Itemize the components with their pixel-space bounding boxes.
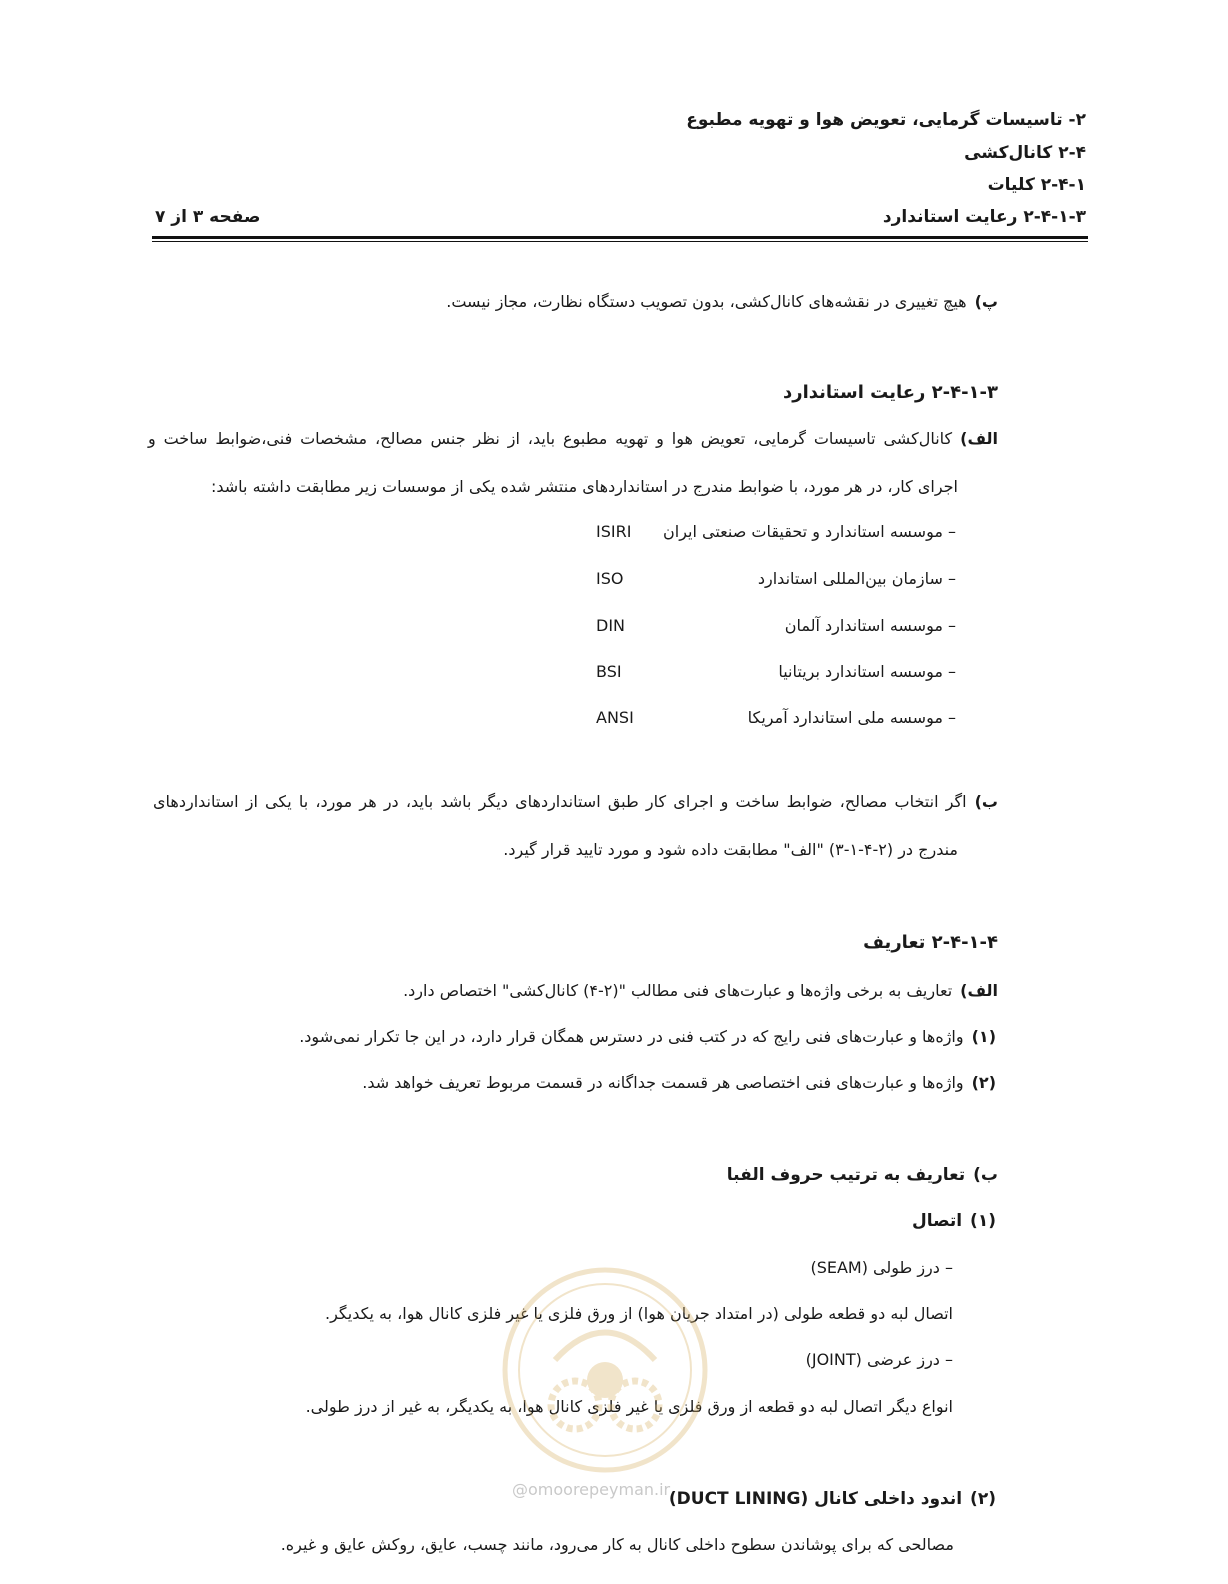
definition-item-1 bbox=[299, 1027, 996, 1046]
org-name: – سازمان بین‌المللی استاندارد bbox=[757, 569, 956, 588]
item-marker: (۱) bbox=[970, 1211, 996, 1231]
seam-label: – درز طولی (SEAM) bbox=[810, 1258, 953, 1277]
watermark-text: @omoorepeyman.ir bbox=[512, 1480, 671, 1499]
paragraph-title: تعاریف به ترتیب حروف الفبا bbox=[726, 1165, 966, 1185]
item-title: اتصال bbox=[911, 1211, 963, 1231]
paragraph-be-continued: مندرج در (۲-۴-۱-۳) "الف" مطابقت داده شود و مورد تایید قرار گیرد. bbox=[503, 840, 958, 859]
joint-label: – درز عرضی (JOINT) bbox=[805, 1350, 953, 1369]
paragraph-be-standards bbox=[153, 792, 998, 811]
item-marker: (۲) bbox=[970, 1489, 996, 1509]
item-text: واژه‌ها و عبارت‌های فنی رایج که در کتب فنی در دسترس همگان قرار دارد، در این جا تکرار نمی‌شود. bbox=[299, 1027, 964, 1046]
joint-definition: انواع دیگر اتصال لبه دو قطعه از ورق فلزی یا غیر فلزی کانال هوا، به یکدیگر، به غیر از درز طولی. bbox=[305, 1397, 953, 1416]
paragraph-be-definitions bbox=[727, 1165, 998, 1185]
page-number: صفحه ۳ از ۷ bbox=[155, 207, 261, 227]
org-abbr: BSI bbox=[596, 662, 622, 681]
header-rule-thick bbox=[152, 236, 1088, 239]
definition-duct-lining bbox=[669, 1489, 996, 1509]
paragraph-marker: پ) bbox=[974, 292, 998, 311]
org-name: – موسسه استاندارد آلمان bbox=[784, 616, 956, 635]
item-marker: (۲) bbox=[971, 1073, 996, 1092]
header-chapter: ۲- تاسیسات گرمایی، تعویض هوا و تهویه مطبوع bbox=[686, 110, 1086, 130]
org-name: – موسسه استاندارد و تحقیقات صنعتی ایران bbox=[663, 522, 956, 541]
watermark-logo bbox=[500, 1265, 710, 1475]
paragraph-alef-definitions bbox=[403, 981, 998, 1000]
paragraph-alef-standards bbox=[148, 429, 998, 448]
org-abbr: ANSI bbox=[596, 708, 634, 727]
header-section: ۲-۴ کانال‌کشی bbox=[964, 143, 1086, 163]
org-name: – موسسه استاندارد بریتانیا bbox=[778, 662, 956, 681]
item-marker: (۱) bbox=[971, 1027, 996, 1046]
paragraph-text: کانال‌کشی تاسیسات گرمایی، تعویض هوا و تهویه مطبوع باید، از نظر جنس مصالح، مشخصات فنی،ضوابط ساخت و bbox=[148, 429, 953, 448]
paragraph-text: تعاریف به برخی واژه‌ها و عبارت‌های فنی مطالب "(۲-۴) کانال‌کشی" اختصاص دارد. bbox=[403, 981, 953, 1000]
section-title-definitions: ۲-۴-۱-۴ تعاریف bbox=[863, 932, 998, 953]
paragraph-pe bbox=[446, 292, 998, 311]
seam-definition: اتصال لبه دو قطعه طولی (در امتداد جریان هوا) از ورق فلزی یا غیر فلزی کانال هوا، به یکدیگر. bbox=[325, 1304, 953, 1323]
paragraph-text: هیچ تغییری در نقشه‌های کانال‌کشی، بدون تصویب دستگاه نظارت، مجاز نیست. bbox=[446, 292, 967, 311]
paragraph-marker: ب) bbox=[974, 792, 998, 811]
section-title-standards: ۲-۴-۱-۳ رعایت استاندارد bbox=[782, 382, 998, 403]
org-abbr: ISIRI bbox=[596, 522, 632, 541]
item-title: اندود داخلی کانال (DUCT LINING) bbox=[668, 1489, 963, 1509]
duct-lining-definition: مصالحی که برای پوشاندن سطوح داخلی کانال به کار می‌رود، مانند چسب، عایق، روکش عایق و غیره. bbox=[280, 1535, 954, 1554]
paragraph-marker: الف) bbox=[960, 981, 998, 1000]
org-abbr: DIN bbox=[596, 616, 626, 635]
header-subsection: ۲-۴-۱ کلیات bbox=[987, 175, 1086, 195]
definition-item-2 bbox=[362, 1073, 996, 1092]
org-name: – موسسه ملی استاندارد آمریکا bbox=[747, 708, 956, 727]
paragraph-text: اگر انتخاب مصالح، ضوابط ساخت و اجرای کار طبق استانداردهای دیگر باشد باید، در هر مورد، با یکی از استانداردهای bbox=[153, 792, 967, 811]
item-text: واژه‌ها و عبارت‌های فنی اختصاصی هر قسمت جداگانه در قسمت مربوط تعریف خواهد شد. bbox=[362, 1073, 964, 1092]
header-topic: ۲-۴-۱-۳ رعایت استاندارد bbox=[882, 207, 1086, 227]
paragraph-alef-continued: اجرای کار، در هر مورد، با ضوابط مندرج در استانداردهای منتشر شده یکی از موسسات زیر مطابقت داشته باشد: bbox=[210, 477, 958, 496]
org-abbr: ISO bbox=[596, 569, 624, 588]
definition-connection bbox=[912, 1211, 996, 1231]
paragraph-marker: الف) bbox=[960, 429, 998, 448]
header-rule-thin bbox=[152, 241, 1088, 242]
paragraph-marker: ب) bbox=[973, 1165, 998, 1185]
